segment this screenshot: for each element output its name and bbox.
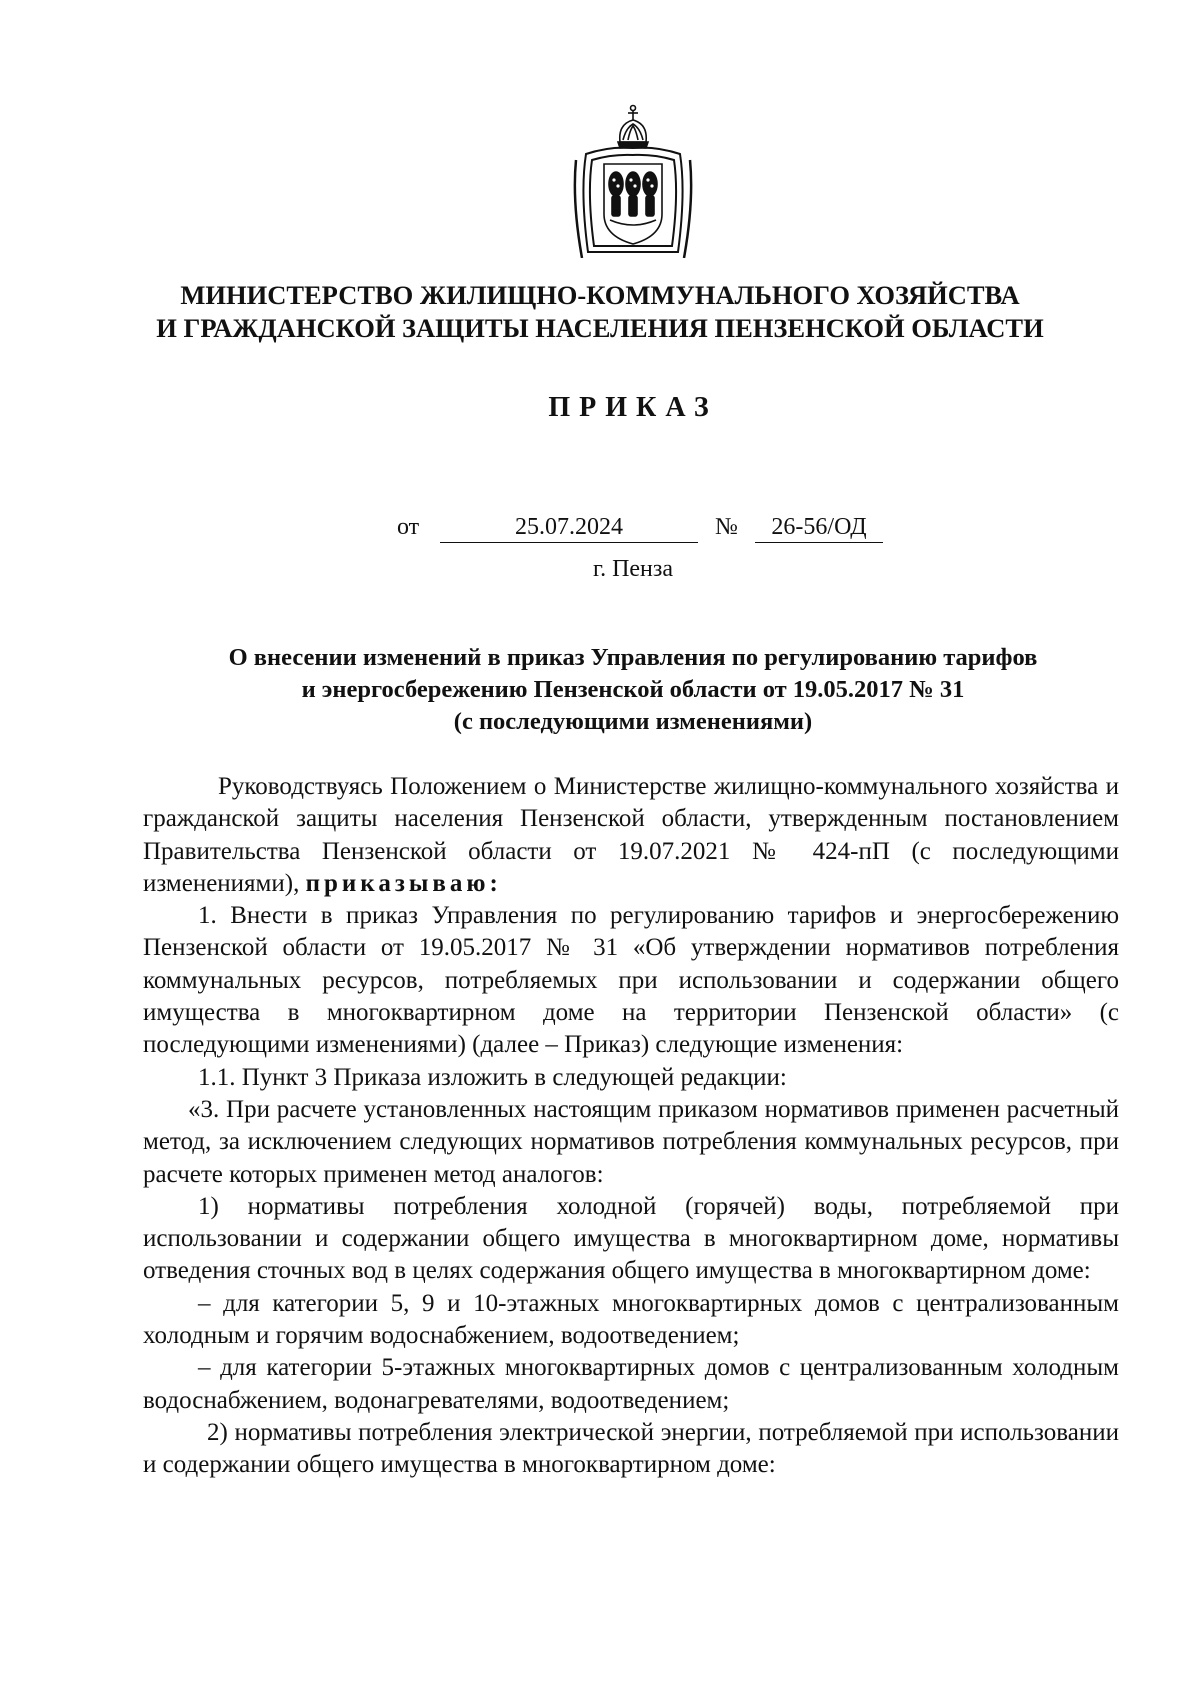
ministry-name-line1: МИНИСТЕРСТВО ЖИЛИЩНО-КОММУНАЛЬНОГО ХОЗЯЙСТВА	[180, 280, 1020, 310]
coat-of-arms-icon	[572, 102, 694, 258]
document-type-title: ПРИКАЗ	[548, 392, 718, 423]
ministry-name	[0, 279, 1200, 345]
order-colon: :	[489, 869, 498, 897]
subject-line2: и энергосбережению Пензенской области от 19.05.2017 № 31	[301, 676, 965, 703]
date-label: от	[397, 514, 420, 540]
subject-line1: О внесении изменений в приказ Управления по регулированию тарифов	[228, 644, 1038, 671]
paragraph-1-1: 1.1. Пункт 3 Приказа изложить в следующей редакции:	[198, 1063, 787, 1091]
document-body	[143, 771, 1119, 1482]
order-date: 25.07.2024	[440, 512, 698, 543]
number-label: №	[715, 514, 738, 540]
list-item-2: 2) нормативы потребления электрической энергии, потребляемой при использовании и содержании общего имущества в многоквартирном доме:	[143, 1418, 1119, 1479]
order-subject	[0, 642, 1200, 738]
subject-line3: (с последующими изменениями)	[453, 708, 813, 735]
dash-item-1: – для категории 5, 9 и 10-этажных многоквартирных домов с централизованным холодным и горячим водоснабжением, водоотведением;	[143, 1289, 1119, 1350]
basis-paragraph	[143, 771, 1119, 900]
paragraph-1: 1. Внести в приказ Управления по регулированию тарифов и энергосбережению Пензенской области от 19.05.2017 № 31 «Об утверждении нормативов потребления коммунальных ресурсов, потребляемых при использовании и содержании общего имущества в многоквартирном доме на территории Пензенской области» (с последующими изменениями) (далее – Приказ) следующие изменения:	[143, 902, 1119, 1059]
order-word: приказываю	[305, 869, 490, 897]
list-item-1: 1) нормативы потребления холодной (горячей) воды, потребляемой при использовании и содержании общего имущества в многоквартирном доме, нормативы отведения сточных вод в целях содержания общего имущества в многоквартирном доме:	[143, 1192, 1119, 1285]
quoted-paragraph-3: «3. При расчете установленных настоящим приказом нормативов применен расчетный метод, за исключением следующих нормативов потребления коммунальных ресурсов, при расчете которых применен метод аналогов:	[143, 1095, 1119, 1188]
basis-text: Руководствуясь Положением о Министерстве жилищно-коммунального хозяйства и гражданской защиты населения Пензенской области, утвержденным постановлением Правительства Пензенской области от 19.07.2021 № 424-пП (с последующими изменениями),	[143, 773, 1119, 897]
order-number: 26-56/ОД	[755, 512, 883, 543]
dash-item-2: – для категории 5-этажных многоквартирных домов с централизованным холодным водоснабжением, водонагревателями, водоотведением;	[143, 1354, 1119, 1414]
ministry-name-line2: И ГРАЖДАНСКОЙ ЗАЩИТЫ НАСЕЛЕНИЯ ПЕНЗЕНСКОЙ ОБЛАСТИ	[156, 313, 1044, 343]
city-name: г. Пенза	[592, 556, 674, 582]
